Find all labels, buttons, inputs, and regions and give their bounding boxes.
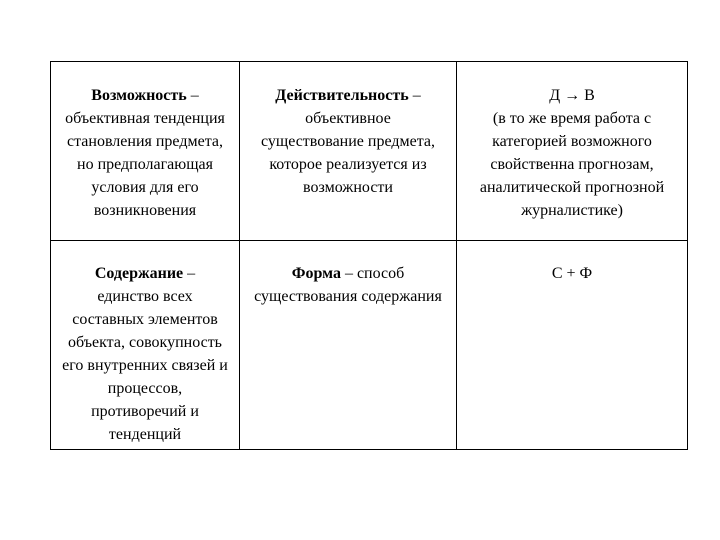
cell-line: аналитической прогнозной: [479, 179, 665, 196]
cell-heading: [241, 262, 455, 285]
term-dash: –: [408, 87, 421, 104]
cell-line: категорией возможного: [492, 133, 652, 150]
term-dash: –: [183, 265, 196, 282]
cell-line: объективная тенденция: [65, 110, 225, 127]
cell-line: объекта, совокупность: [68, 334, 222, 351]
cell-content: [51, 241, 240, 450]
cell-form: [240, 241, 457, 450]
cell-line: единство всех: [97, 288, 193, 305]
cell-line: составных элементов: [72, 311, 218, 328]
term-reality: Действительность: [275, 87, 409, 104]
cell-line: объективное: [305, 110, 391, 127]
cell-line: становления предмета,: [67, 133, 223, 150]
cell-line: существования содержания: [254, 288, 442, 305]
cell-line: (в то же время работа с: [492, 110, 652, 127]
table-row: [51, 62, 688, 241]
term-possibility: Возможность: [91, 87, 187, 104]
cell-relation-c-f: [457, 241, 688, 450]
cell-heading: [52, 84, 238, 107]
formula-d-to-b: Д → В: [549, 87, 595, 104]
cell-line: условия для его: [91, 179, 199, 196]
term-form: Форма: [291, 265, 341, 282]
cell-line: журналистике): [521, 202, 623, 219]
cell-possibility: [51, 62, 240, 241]
concepts-table: [50, 61, 688, 450]
table-row: [51, 241, 688, 450]
cell-line: возникновения: [93, 202, 197, 219]
cell-line: но предполагающая: [77, 156, 213, 173]
cell-line: процессов,: [107, 380, 183, 397]
term-content: Содержание: [94, 265, 184, 282]
cell-relation-d-b: [457, 62, 688, 241]
cell-line: тенденций: [108, 426, 182, 443]
cell-line: возможности: [303, 179, 393, 196]
cell-reality: [240, 62, 457, 241]
term-dash: –: [186, 87, 199, 104]
cell-line: его внутренних связей и: [62, 357, 228, 374]
cell-line: свойственна прогнозам,: [490, 156, 654, 173]
cell-line: существование предмета,: [260, 133, 436, 150]
cell-heading: [241, 84, 455, 107]
cell-line: противоречий и: [91, 403, 199, 420]
cell-line: которое реализуется из: [269, 156, 427, 173]
cell-heading: [52, 262, 238, 285]
formula-c-plus-f: С + Ф: [551, 265, 593, 282]
term-definition-start: – способ: [340, 265, 405, 282]
